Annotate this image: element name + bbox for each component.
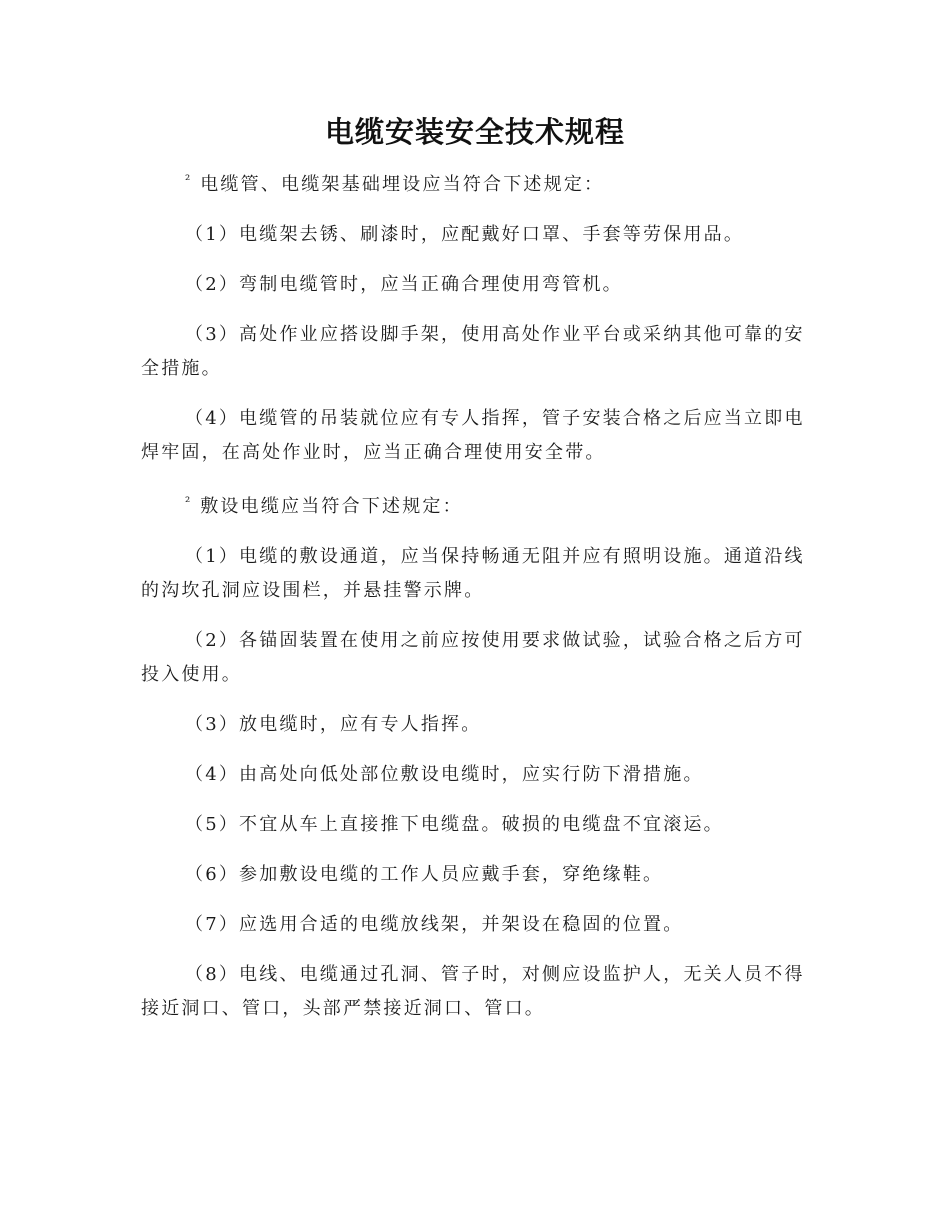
list-item: （6）参加敷设电缆的工作人员应戴手套，穿绝缘鞋。 — [185, 864, 664, 885]
section-heading-laying — [141, 486, 805, 524]
list-item: （8）电线、电缆通过孔洞、管子时，对侧应设监护人，无关人员不得接近洞口、管口，头部严禁接近洞口、管口。 — [141, 964, 805, 1019]
list-item: （1）电缆的敷设通道，应当保持畅通无阻并应有照明设施。通道沿线的沟坎孔洞应设围栏，并悬挂警示牌。 — [141, 546, 805, 601]
list-item: （2）各锚固装置在使用之前应按使用要求做试验，试验合格之后方可投入使用。 — [141, 630, 805, 685]
list-item: （3）高处作业应搭设脚手架，使用高处作业平台或采纳其他可靠的安全措施。 — [141, 324, 805, 379]
bullet-marker: ² — [185, 495, 191, 510]
paragraph-text: 敷设电缆应当符合下述规定： — [200, 496, 463, 517]
list-item: （3）放电缆时，应有专人指挥。 — [185, 714, 482, 735]
document-title: 电缆安装安全技术规程 — [324, 115, 625, 149]
paragraph-text: 电缆管、电缆架基础埋设应当符合下述规定： — [200, 174, 605, 195]
list-item: （7）应选用合适的电缆放线架，并架设在稳固的位置。 — [185, 914, 684, 935]
list-item: （4）由高处向低处部位敷设电缆时，应实行防下滑措施。 — [185, 764, 704, 785]
list-item: （1）电缆架去锈、刷漆时，应配戴好口罩、手套等劳保用品。 — [185, 224, 745, 245]
list-item: （4）电缆管的吊装就位应有专人指挥，管子安装合格之后应当立即电焊牢固，在高处作业时，应当正确合理使用安全带。 — [141, 408, 805, 463]
bullet-marker: ² — [185, 173, 191, 188]
list-item: （5）不宜从车上直接推下电缆盘。破损的电缆盘不宜滚运。 — [185, 814, 724, 835]
list-item: （2）弯制电缆管时，应当正确合理使用弯管机。 — [185, 274, 623, 295]
document-body — [141, 164, 805, 1042]
section-heading-conduit — [141, 164, 805, 202]
